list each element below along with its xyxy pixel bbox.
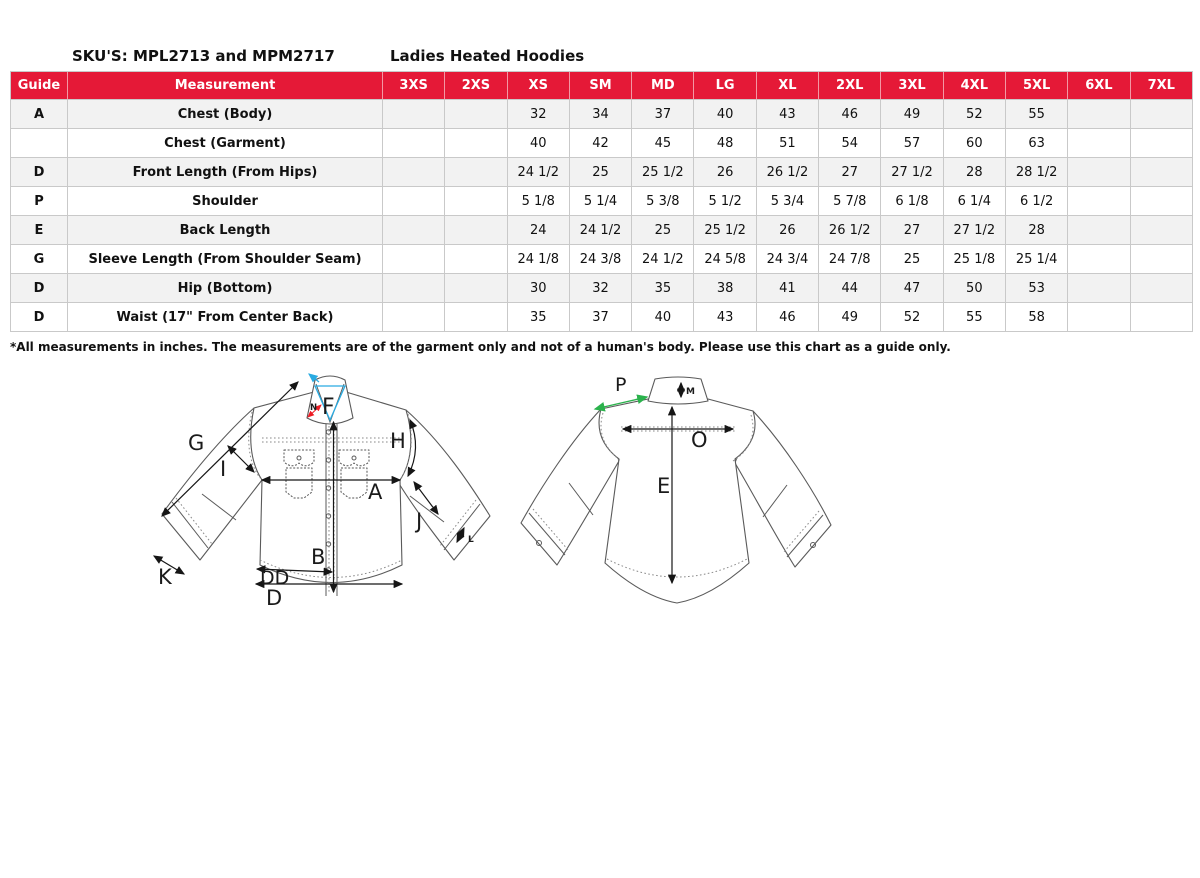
size-value-cell: 40 xyxy=(632,303,694,332)
size-value-cell: 50 xyxy=(944,274,1006,303)
size-value-cell xyxy=(1068,245,1130,274)
size-value-cell xyxy=(1131,100,1193,129)
size-value-cell xyxy=(445,274,507,303)
size-value-cell xyxy=(383,158,445,187)
measurement-cell: Chest (Body) xyxy=(68,100,383,129)
col-header-measurement: Measurement xyxy=(68,72,383,100)
size-value-cell: 32 xyxy=(508,100,570,129)
size-value-cell: 57 xyxy=(881,129,943,158)
front-label-b: B xyxy=(311,545,326,569)
col-header-xl: XL xyxy=(757,72,819,100)
size-value-cell xyxy=(383,303,445,332)
size-value-cell: 25 1/8 xyxy=(944,245,1006,274)
size-value-cell xyxy=(1068,158,1130,187)
size-value-cell: 25 1/4 xyxy=(1006,245,1068,274)
front-left-pocket xyxy=(284,450,314,466)
front-label-dd: DD xyxy=(260,567,290,589)
size-value-cell: 55 xyxy=(944,303,1006,332)
table-row xyxy=(11,274,1193,303)
size-value-cell: 25 xyxy=(881,245,943,274)
size-value-cell xyxy=(383,216,445,245)
measurement-cell: Chest (Garment) xyxy=(68,129,383,158)
size-value-cell: 27 1/2 xyxy=(944,216,1006,245)
back-label-p: P xyxy=(615,374,627,396)
size-value-cell: 46 xyxy=(819,100,881,129)
size-value-cell xyxy=(1131,274,1193,303)
size-value-cell: 44 xyxy=(819,274,881,303)
front-label-n: N xyxy=(310,403,318,413)
measurement-cell: Back Length xyxy=(68,216,383,245)
product-title: Ladies Heated Hoodies xyxy=(390,47,585,65)
size-value-cell: 5 1/2 xyxy=(694,187,756,216)
size-value-cell: 24 3/4 xyxy=(757,245,819,274)
col-header-2xs: 2XS xyxy=(445,72,507,100)
size-value-cell xyxy=(445,187,507,216)
size-value-cell xyxy=(383,129,445,158)
back-view-diagram xyxy=(505,365,845,645)
size-table xyxy=(10,71,1193,332)
size-value-cell xyxy=(1068,274,1130,303)
table-row xyxy=(11,158,1193,187)
col-header-4xl: 4XL xyxy=(944,72,1006,100)
col-header-6xl: 6XL xyxy=(1068,72,1130,100)
size-value-cell: 51 xyxy=(757,129,819,158)
size-value-cell: 30 xyxy=(508,274,570,303)
size-value-cell xyxy=(383,100,445,129)
size-value-cell: 5 3/4 xyxy=(757,187,819,216)
size-value-cell: 26 xyxy=(694,158,756,187)
back-label-m: M xyxy=(686,387,695,397)
col-header-2xl: 2XL xyxy=(819,72,881,100)
table-row xyxy=(11,303,1193,332)
size-value-cell: 25 1/2 xyxy=(632,158,694,187)
size-value-cell: 24 5/8 xyxy=(694,245,756,274)
size-value-cell xyxy=(1068,303,1130,332)
col-header-3xl: 3XL xyxy=(881,72,943,100)
front-right-pocket xyxy=(339,450,369,466)
front-label-g: G xyxy=(188,431,205,455)
size-value-cell: 5 1/4 xyxy=(570,187,632,216)
measurement-cell: Waist (17" From Center Back) xyxy=(68,303,383,332)
size-value-cell: 27 xyxy=(881,216,943,245)
col-header-sm: SM xyxy=(570,72,632,100)
size-value-cell: 24 7/8 xyxy=(819,245,881,274)
guide-cell xyxy=(11,129,68,158)
size-value-cell: 24 3/8 xyxy=(570,245,632,274)
size-value-cell xyxy=(1068,187,1130,216)
back-body xyxy=(599,399,755,603)
size-value-cell xyxy=(445,129,507,158)
size-value-cell: 34 xyxy=(570,100,632,129)
size-value-cell: 5 1/8 xyxy=(508,187,570,216)
size-value-cell xyxy=(445,216,507,245)
size-value-cell: 32 xyxy=(570,274,632,303)
table-row xyxy=(11,245,1193,274)
size-value-cell: 38 xyxy=(694,274,756,303)
measurement-cell: Sleeve Length (From Shoulder Seam) xyxy=(68,245,383,274)
col-header-7xl: 7XL xyxy=(1131,72,1193,100)
size-value-cell: 35 xyxy=(632,274,694,303)
guide-cell: E xyxy=(11,216,68,245)
front-label-j: J xyxy=(416,509,423,533)
size-value-cell: 53 xyxy=(1006,274,1068,303)
size-value-cell xyxy=(1131,216,1193,245)
size-value-cell: 40 xyxy=(694,100,756,129)
size-value-cell: 43 xyxy=(757,100,819,129)
size-value-cell: 27 1/2 xyxy=(881,158,943,187)
size-value-cell: 40 xyxy=(508,129,570,158)
size-value-cell: 47 xyxy=(881,274,943,303)
front-label-a: A xyxy=(368,480,383,504)
size-value-cell: 45 xyxy=(632,129,694,158)
size-value-cell xyxy=(445,245,507,274)
size-value-cell xyxy=(1068,216,1130,245)
front-label-l: L xyxy=(468,535,474,545)
size-value-cell: 6 1/4 xyxy=(944,187,1006,216)
size-value-cell: 24 1/2 xyxy=(508,158,570,187)
front-label-d: D xyxy=(266,586,283,610)
size-value-cell: 54 xyxy=(819,129,881,158)
front-view-diagram xyxy=(148,368,498,618)
size-value-cell: 28 xyxy=(944,158,1006,187)
size-value-cell: 52 xyxy=(944,100,1006,129)
table-row xyxy=(11,129,1193,158)
size-value-cell xyxy=(383,187,445,216)
size-value-cell: 5 7/8 xyxy=(819,187,881,216)
guide-cell: D xyxy=(11,303,68,332)
size-value-cell xyxy=(1131,158,1193,187)
back-collar xyxy=(648,377,708,404)
size-value-cell: 63 xyxy=(1006,129,1068,158)
front-label-f: F xyxy=(322,395,335,420)
size-value-cell: 43 xyxy=(694,303,756,332)
front-label-i: I xyxy=(220,457,227,481)
size-value-cell xyxy=(1068,100,1130,129)
guide-cell: A xyxy=(11,100,68,129)
size-value-cell: 28 xyxy=(1006,216,1068,245)
size-value-cell: 26 1/2 xyxy=(819,216,881,245)
size-value-cell xyxy=(383,245,445,274)
col-header-xs: XS xyxy=(508,72,570,100)
size-value-cell: 25 xyxy=(570,158,632,187)
size-value-cell xyxy=(1131,187,1193,216)
front-label-k: K xyxy=(158,565,172,589)
size-value-cell: 25 xyxy=(632,216,694,245)
size-value-cell: 52 xyxy=(881,303,943,332)
measurement-cell: Front Length (From Hips) xyxy=(68,158,383,187)
col-header-guide: Guide xyxy=(11,72,68,100)
size-value-cell: 24 1/8 xyxy=(508,245,570,274)
front-right-sleeve xyxy=(398,410,490,560)
size-value-cell: 48 xyxy=(694,129,756,158)
guide-cell: P xyxy=(11,187,68,216)
col-header-lg: LG xyxy=(694,72,756,100)
size-value-cell: 35 xyxy=(508,303,570,332)
size-value-cell: 26 xyxy=(757,216,819,245)
size-table-header-row xyxy=(11,72,1193,100)
size-value-cell: 42 xyxy=(570,129,632,158)
col-header-3xs: 3XS xyxy=(383,72,445,100)
size-value-cell: 60 xyxy=(944,129,1006,158)
size-value-cell xyxy=(1131,245,1193,274)
size-value-cell: 46 xyxy=(757,303,819,332)
back-label-o: O xyxy=(691,428,708,452)
measurement-cell: Shoulder xyxy=(68,187,383,216)
size-value-cell xyxy=(445,303,507,332)
size-value-cell xyxy=(1131,129,1193,158)
size-value-cell: 28 1/2 xyxy=(1006,158,1068,187)
size-value-cell: 41 xyxy=(757,274,819,303)
size-value-cell xyxy=(1068,129,1130,158)
front-left-sleeve xyxy=(162,408,262,560)
guide-cell: G xyxy=(11,245,68,274)
size-value-cell: 24 1/2 xyxy=(570,216,632,245)
front-label-h: H xyxy=(390,429,406,453)
page-header xyxy=(0,47,1200,67)
size-value-cell: 55 xyxy=(1006,100,1068,129)
size-value-cell: 24 xyxy=(508,216,570,245)
size-value-cell: 25 1/2 xyxy=(694,216,756,245)
guide-cell: D xyxy=(11,158,68,187)
guide-cell: D xyxy=(11,274,68,303)
col-header-5xl: 5XL xyxy=(1006,72,1068,100)
size-value-cell: 26 1/2 xyxy=(757,158,819,187)
size-value-cell: 49 xyxy=(881,100,943,129)
size-value-cell xyxy=(445,100,507,129)
measurement-cell: Hip (Bottom) xyxy=(68,274,383,303)
size-value-cell: 6 1/8 xyxy=(881,187,943,216)
footnote-text: *All measurements in inches. The measurements are of the garment only and not of a human's body. Please use this chart as a guide only. xyxy=(10,340,951,354)
size-value-cell: 6 1/2 xyxy=(1006,187,1068,216)
col-header-md: MD xyxy=(632,72,694,100)
size-value-cell: 24 1/2 xyxy=(632,245,694,274)
size-value-cell xyxy=(383,274,445,303)
table-row xyxy=(11,100,1193,129)
table-row xyxy=(11,216,1193,245)
size-value-cell: 27 xyxy=(819,158,881,187)
size-value-cell xyxy=(1131,303,1193,332)
size-value-cell xyxy=(445,158,507,187)
back-label-e: E xyxy=(657,474,671,498)
table-row xyxy=(11,187,1193,216)
size-value-cell: 37 xyxy=(632,100,694,129)
size-value-cell: 49 xyxy=(819,303,881,332)
size-value-cell: 58 xyxy=(1006,303,1068,332)
size-value-cell: 5 3/8 xyxy=(632,187,694,216)
sku-title: SKU'S: MPL2713 and MPM2717 xyxy=(72,47,335,65)
size-value-cell: 37 xyxy=(570,303,632,332)
